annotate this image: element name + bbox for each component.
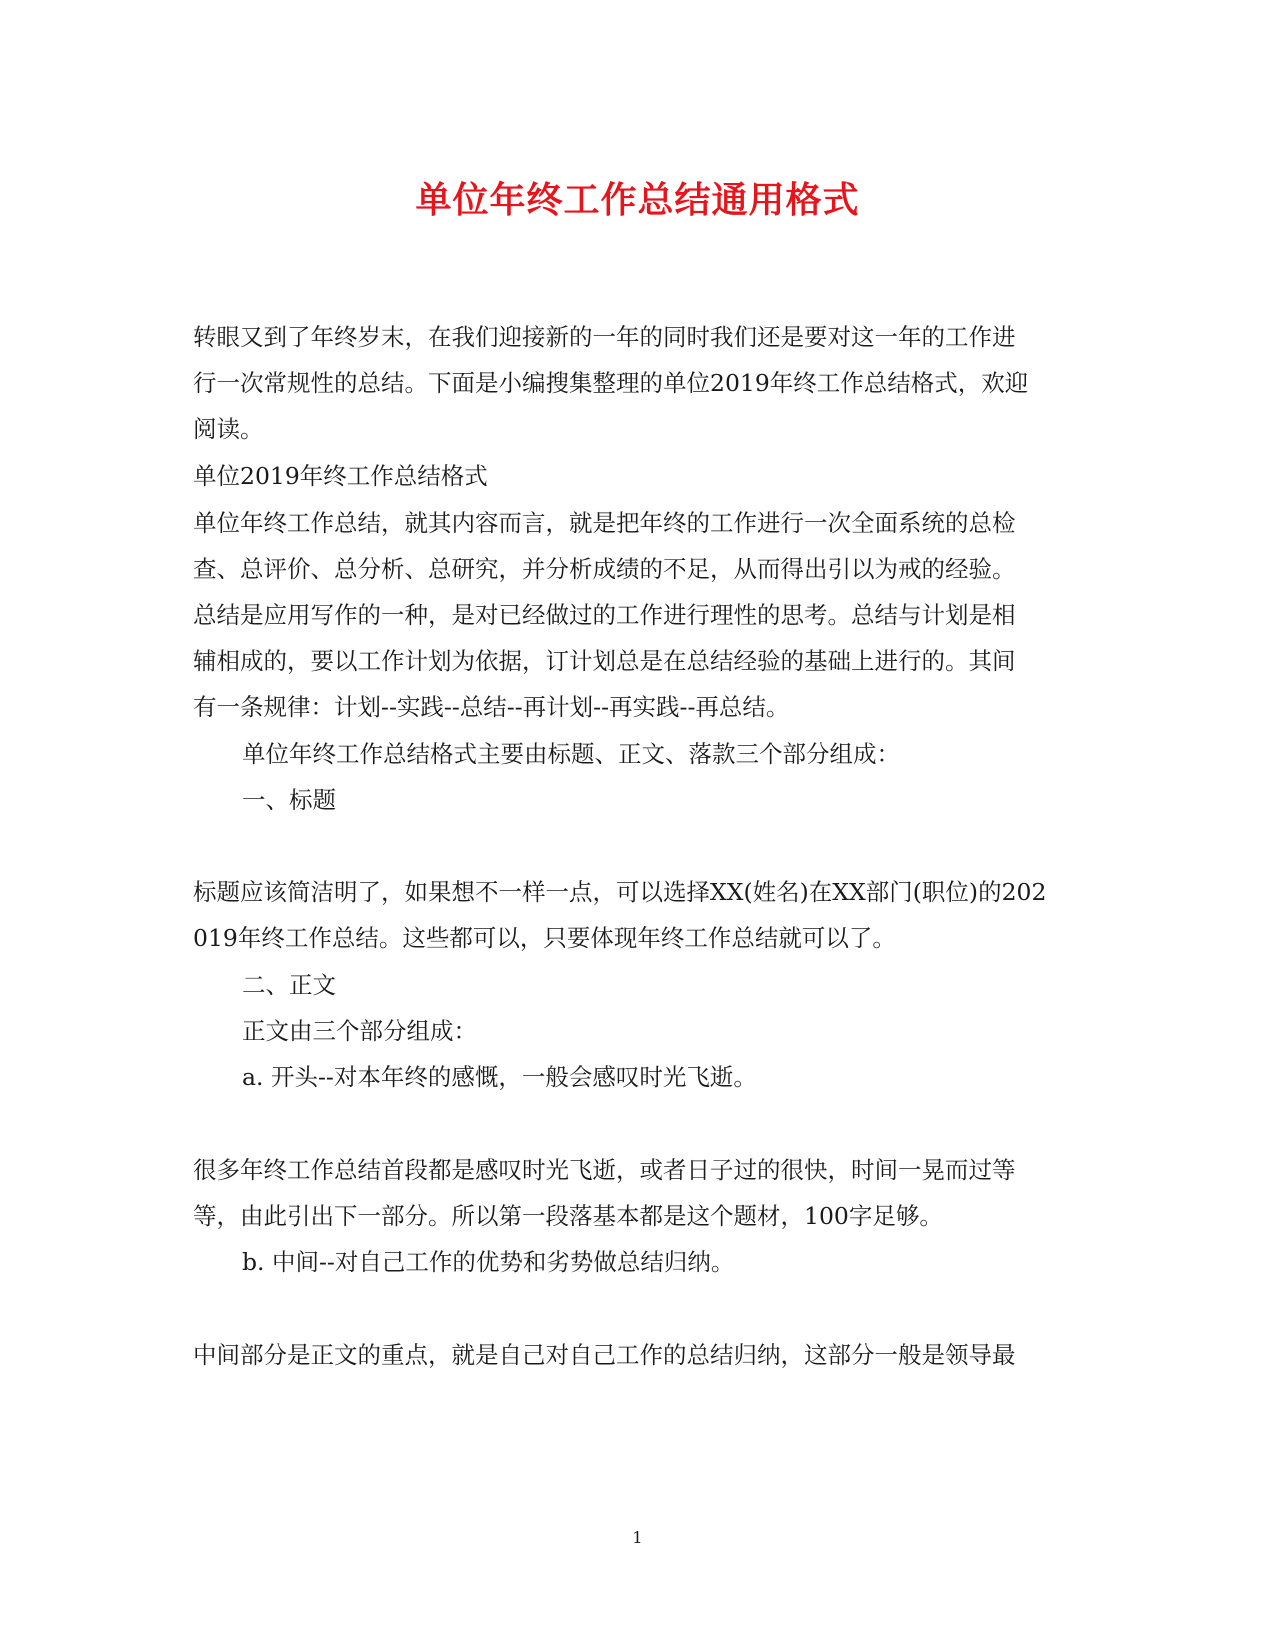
- body-line: 等，由此引出下一部分。所以第一段落基本都是这个题材，100字足够。: [193, 1202, 943, 1230]
- body-line: 标题应该简洁明了，如果想不一样一点，可以选择XX(姓名)在XX部门(职位)的202: [193, 878, 1047, 906]
- body-line: 很多年终工作总结首段都是感叹时光飞逝，或者日子过的很快，时间一晃而过等: [193, 1156, 1016, 1184]
- body-line: 019年终工作总结。这些都可以，只要体现年终工作总结就可以了。: [193, 924, 896, 952]
- body-line: a. 开头--对本年终的感慨，一般会感叹时光飞逝。: [242, 1063, 757, 1091]
- body-line: 正文由三个部分组成：: [242, 1017, 477, 1045]
- body-line: 阅读。: [193, 415, 264, 443]
- body-line: b. 中间--对自己工作的优势和劣势做总结归纳。: [242, 1248, 735, 1276]
- section-heading: 一、标题: [242, 786, 336, 814]
- page-number: 1: [632, 1528, 643, 1547]
- body-line: 查、总评价、总分析、总研究，并分析成绩的不足，从而得出引以为戒的经验。: [193, 555, 1016, 583]
- body-line: 行一次常规性的总结。下面是小编搜集整理的单位2019年终工作总结格式，欢迎: [193, 369, 1029, 397]
- body-line: 总结是应用写作的一种，是对已经做过的工作进行理性的思考。总结与计划是相: [193, 601, 1016, 629]
- body-line: 单位年终工作总结，就其内容而言，就是把年终的工作进行一次全面系统的总检: [193, 509, 1016, 537]
- body-line: 辅相成的，要以工作计划为依据，订计划总是在总结经验的基础上进行的。其间: [193, 647, 1016, 675]
- section-heading: 单位2019年终工作总结格式: [193, 462, 488, 490]
- body-line: 转眼又到了年终岁末，在我们迎接新的一年的同时我们还是要对这一年的工作进: [193, 323, 1016, 351]
- body-line: 单位年终工作总结格式主要由标题、正文、落款三个部分组成：: [242, 740, 900, 768]
- section-heading: 二、正文: [242, 971, 336, 999]
- body-line: 有一条规律：计划--实践--总结--再计划--再实践--再总结。: [193, 693, 790, 721]
- document-title: 单位年终工作总结通用格式: [415, 179, 860, 221]
- body-line: 中间部分是正文的重点，就是自己对自己工作的总结归纳，这部分一般是领导最: [193, 1341, 1016, 1369]
